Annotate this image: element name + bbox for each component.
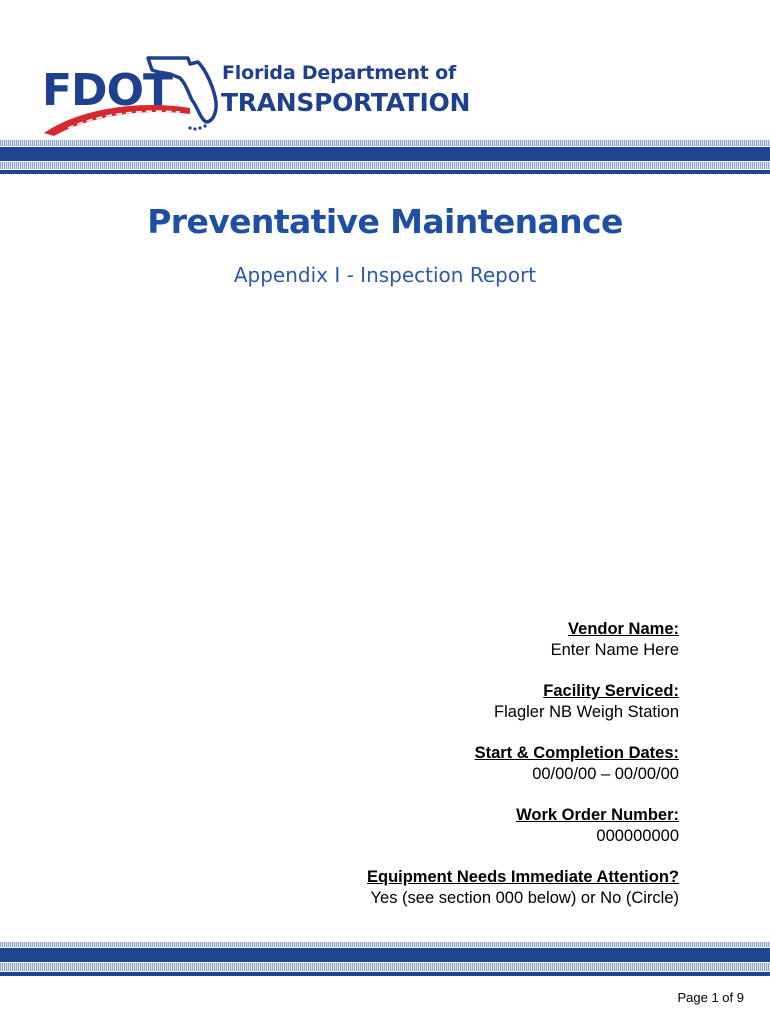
- dates-field: [259, 742, 679, 785]
- field-value: Enter Name Here: [550, 641, 679, 659]
- org-name-line1: Florida Department of: [222, 62, 457, 84]
- field-value: Yes (see section 000 below) or No (Circle): [370, 889, 679, 907]
- page-word: Page: [677, 990, 708, 1005]
- immediate-attention-field: [259, 866, 679, 909]
- logo-wordmark: FDOT: [42, 65, 172, 116]
- fdot-logo: [40, 48, 220, 140]
- document-header: [0, 0, 770, 140]
- field-label: Vendor Name:: [568, 620, 679, 638]
- field-value: 00/00/00 – 00/00/00: [532, 765, 679, 783]
- footer-stripe-band: [0, 942, 770, 980]
- org-name-line2: TRANSPORTATION: [221, 88, 471, 117]
- field-value: Flagler NB Weigh Station: [494, 703, 679, 721]
- vendor-name-field: [259, 618, 679, 661]
- field-label: Work Order Number:: [516, 806, 679, 824]
- field-label: Equipment Needs Immediate Attention?: [366, 868, 679, 886]
- field-label: Facility Serviced:: [543, 682, 679, 700]
- field-label: Start & Completion Dates:: [474, 744, 679, 762]
- page-current: 1: [711, 990, 719, 1005]
- page-total: 9: [736, 990, 744, 1005]
- work-order-field: [259, 804, 679, 847]
- page-number: [677, 990, 744, 1005]
- florida-keys-dots: [188, 124, 206, 130]
- page-title: Preventative Maintenance: [147, 202, 623, 241]
- field-value: 000000000: [596, 827, 679, 845]
- of-word: of: [722, 990, 734, 1005]
- page-subtitle: Appendix I - Inspection Report: [233, 263, 537, 287]
- header-stripe-band: [0, 140, 770, 178]
- report-info-block: [259, 618, 679, 928]
- facility-serviced-field: [259, 680, 679, 723]
